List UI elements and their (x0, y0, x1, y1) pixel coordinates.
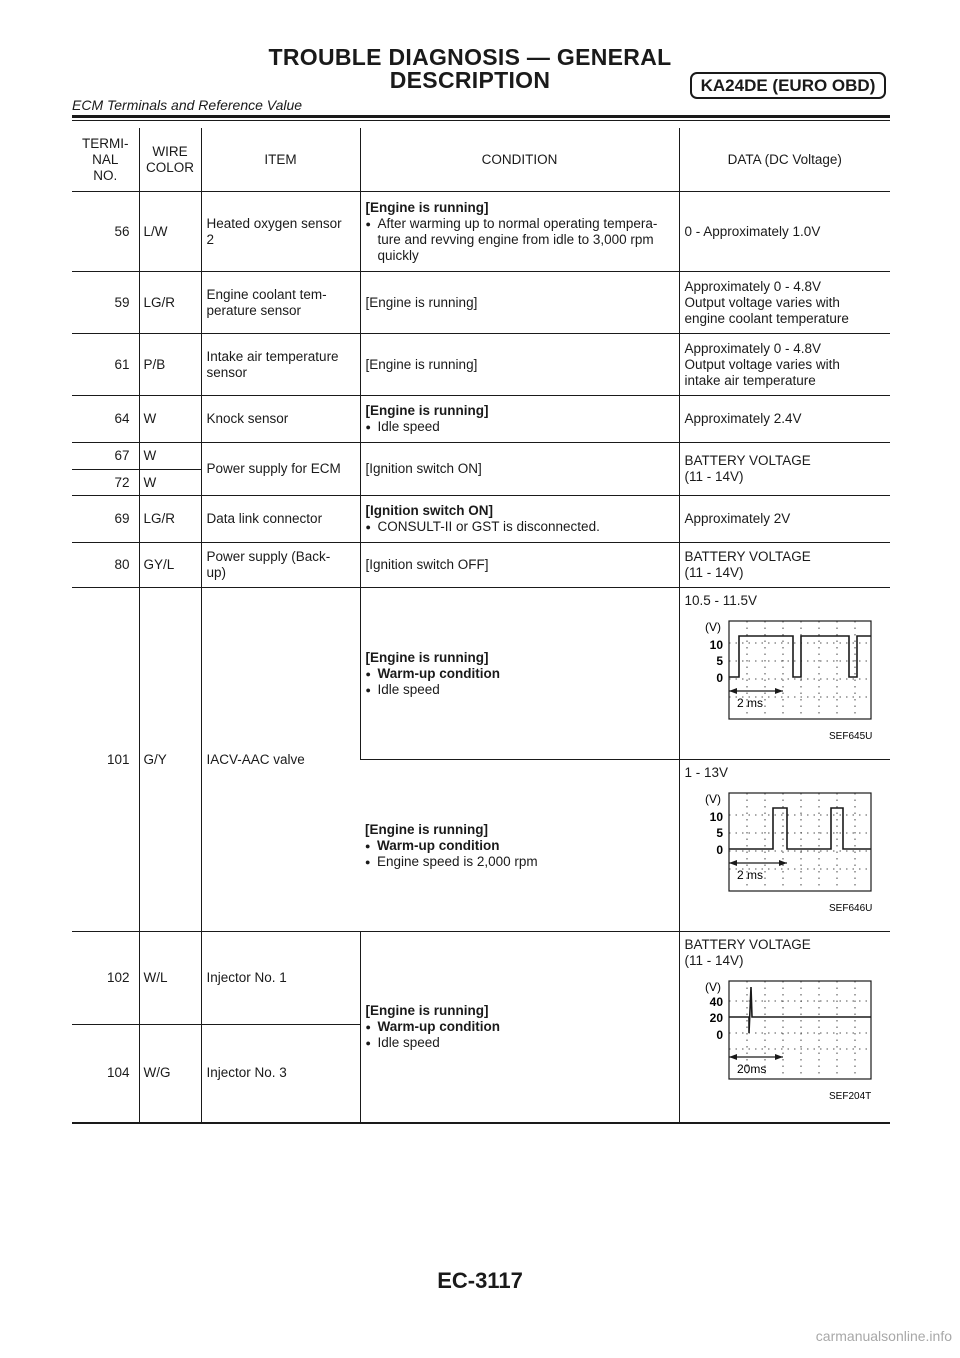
terminal-no: 104 (72, 1025, 139, 1123)
item: Injector No. 3 (201, 1025, 360, 1123)
table-row (72, 543, 890, 588)
data-value: Approximately 0 - 4.8V Output voltage varies with engine coolant temperature (679, 272, 890, 334)
page-title (250, 46, 690, 92)
terminal-no: 56 (72, 192, 139, 272)
table-header-row (72, 128, 890, 192)
condition-title: [Engine is running] (365, 821, 488, 837)
wave-tick: 5 (715, 826, 723, 840)
condition-title: [Engine is running] (360, 272, 679, 334)
wire-color: GY/L (139, 543, 201, 588)
col-header-wire: WIRE COLOR (139, 128, 201, 192)
data-value: Approximately 2V (679, 496, 890, 543)
condition-title: [Ignition switch ON] (365, 503, 493, 518)
item: Data link connector (201, 496, 360, 543)
wave-tick: 40 (709, 995, 723, 1009)
condition-bullet: ● Warm-up condition (365, 838, 674, 854)
table-row (72, 334, 890, 396)
wave-time: 2 ms (736, 868, 763, 882)
condition-title: [Engine is running] (365, 649, 489, 665)
wire-color: G/Y (139, 588, 201, 932)
figure-code: SEF645U (828, 731, 872, 742)
table-row (72, 192, 890, 272)
item: Engine coolant tem- perature sensor (201, 272, 360, 334)
wave-time: 20ms (736, 1062, 766, 1076)
wave-tick: 5 (715, 654, 723, 668)
item: Heated oxygen sensor 2 (201, 192, 360, 272)
wave-tick: 20 (709, 1011, 723, 1025)
waveform-sef645u (685, 613, 875, 743)
data-value: Approximately 2.4V (679, 396, 890, 443)
terminal-no: 72 (72, 470, 139, 496)
wire-color: W (139, 470, 201, 496)
wave-tick: 10 (709, 638, 723, 652)
wire-color: L/W (139, 192, 201, 272)
wave-unit: (V) (704, 620, 721, 634)
terminal-no: 102 (72, 932, 139, 1025)
table-row (72, 496, 890, 543)
header-rule (72, 115, 890, 118)
waveform-sef204t (685, 973, 875, 1103)
col-header-item: ITEM (201, 128, 360, 192)
col-header-terminal: TERMI- NAL NO. (72, 128, 139, 192)
condition (360, 192, 679, 272)
table-row (72, 396, 890, 443)
condition-bullet: ● After warming up to normal operating tempera- ture and revving engine from idle to 3,000 rpm quickly (366, 216, 674, 264)
table-row (72, 932, 890, 1025)
engine-badge: KA24DE (EURO OBD) (690, 72, 886, 99)
data-value: BATTERY VOLTAGE (11 - 14V) (679, 543, 890, 588)
wire-color: P/B (139, 334, 201, 396)
terminal-no: 64 (72, 396, 139, 443)
terminal-no: 69 (72, 496, 139, 543)
data-value: 0 - Approximately 1.0V (679, 192, 890, 272)
condition-bullet: ● CONSULT-II or GST is disconnected. (366, 519, 674, 535)
terminal-no: 67 (72, 443, 139, 470)
terminal-no: 101 (72, 588, 139, 932)
item: Injector No. 1 (201, 932, 360, 1025)
page-number: EC-3117 (437, 1268, 523, 1293)
wire-color: W (139, 443, 201, 470)
condition-bullet: ● Warm-up condition (366, 666, 674, 682)
wave-tick: 0 (715, 1028, 723, 1042)
condition-title: [Engine is running] (365, 403, 489, 418)
data-value: 10.5 - 11.5V (684, 593, 758, 608)
col-header-condition: CONDITION (360, 128, 679, 192)
condition-bullet: ● Warm-up condition (366, 1019, 674, 1035)
table-row (72, 443, 890, 470)
condition-title: [Ignition switch ON] (360, 443, 679, 496)
wire-color: W (139, 396, 201, 443)
figure-code: SEF646U (828, 903, 872, 914)
header-rule-thin (72, 120, 890, 121)
data-cell (679, 760, 890, 932)
condition (360, 588, 679, 760)
condition-title: [Engine is running] (365, 199, 489, 215)
wire-color: LG/R (139, 496, 201, 543)
condition-title: [Ignition switch OFF] (360, 543, 679, 588)
col-header-data: DATA (DC Voltage) (679, 128, 890, 192)
page-title-line-2: DESCRIPTION (389, 67, 551, 93)
item: Power supply for ECM (201, 443, 360, 496)
wave-tick: 10 (709, 810, 723, 824)
terminal-reference-table (72, 128, 890, 1124)
item: Knock sensor (201, 396, 360, 443)
waveform-sef646u (685, 785, 875, 915)
condition (360, 396, 679, 443)
condition-title: [Engine is running] (360, 334, 679, 396)
data-value: 1 - 13V (684, 765, 729, 780)
wire-color: W/L (139, 932, 201, 1025)
data-cell (679, 932, 890, 1123)
condition (360, 760, 679, 932)
wire-color: W/G (139, 1025, 201, 1123)
condition-title: [Engine is running] (365, 1002, 489, 1018)
page-title-line-1: TROUBLE DIAGNOSIS — GENERAL (268, 44, 672, 70)
wire-color: LG/R (139, 272, 201, 334)
condition (360, 496, 679, 543)
item: IACV-AAC valve (201, 588, 360, 932)
item: Power supply (Back- up) (201, 543, 360, 588)
watermark: carmanualsonline.info (815, 1328, 952, 1344)
data-value: Approximately 0 - 4.8V Output voltage varies with intake air temperature (679, 334, 890, 396)
condition-bullet: ● Engine speed is 2,000 rpm (365, 854, 674, 870)
wave-time: 2 ms (736, 696, 763, 710)
section-subtitle: ECM Terminals and Reference Value (72, 97, 303, 113)
data-value: BATTERY VOLTAGE (11 - 14V) (679, 443, 890, 496)
data-value: BATTERY VOLTAGE (11 - 14V) (684, 937, 811, 968)
table-row (72, 588, 890, 760)
wave-unit: (V) (704, 792, 721, 806)
table-row (72, 272, 890, 334)
terminal-no: 61 (72, 334, 139, 396)
condition (360, 932, 679, 1123)
item: Intake air temperature sensor (201, 334, 360, 396)
data-cell (679, 588, 890, 760)
terminal-no: 59 (72, 272, 139, 334)
condition-bullet: ● Idle speed (366, 419, 674, 435)
wave-tick: 0 (715, 671, 723, 685)
wave-tick: 0 (715, 843, 723, 857)
condition-bullet: ● Idle speed (366, 1035, 674, 1051)
condition-bullet: ● Idle speed (366, 682, 674, 698)
terminal-no: 80 (72, 543, 139, 588)
figure-code: SEF204T (828, 1091, 871, 1102)
wave-unit: (V) (704, 980, 721, 994)
